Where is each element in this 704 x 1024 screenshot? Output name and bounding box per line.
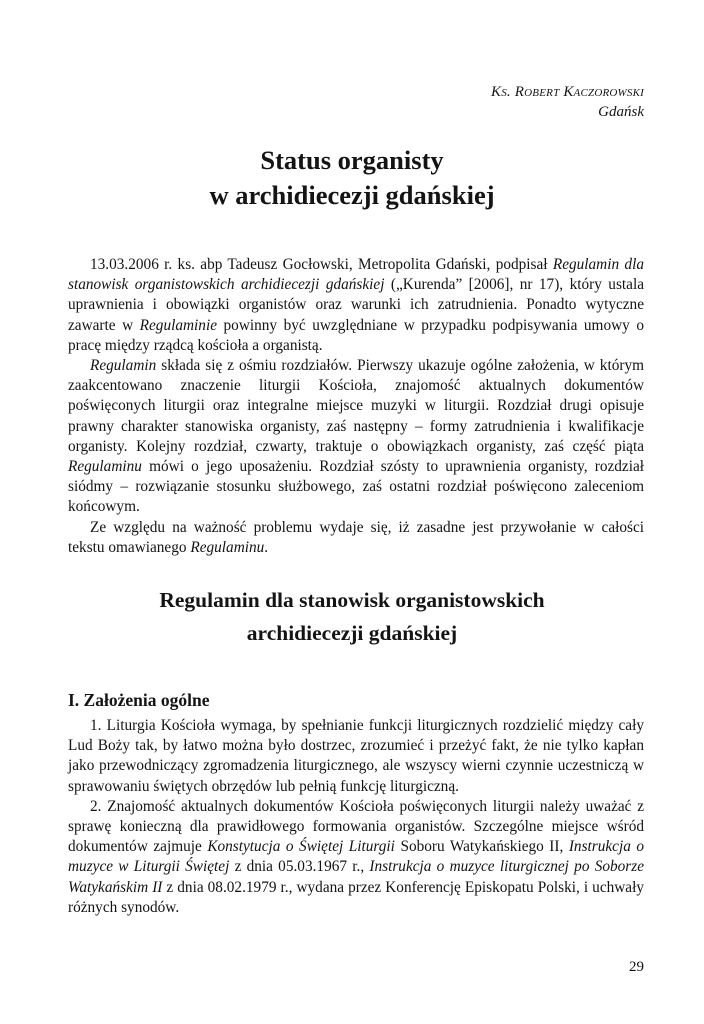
section-heading: I. Założenia ogólne [68, 690, 210, 710]
section-p2-instruction-title: Instrukcja o muzyce w Liturgii Świętej [68, 838, 645, 876]
section-paragraph-2 [68, 797, 644, 918]
intro-p1-regulation-title: Regulamin dla stanowisk organistowskich archidiecezji gdańskiej [68, 256, 644, 294]
section-p2-text-g: z dnia 08.02.1979 r., wydana przez Konferencję Episkopatu Polski, i uchwały różnych synodów. [68, 878, 644, 916]
section-p2-text-e: z dnia 05.03.1967 r., [229, 858, 370, 876]
regulation-title-line-1: Regulamin dla stanowisk organistowskich [159, 588, 545, 612]
author-name: Ks. Robert Kaczorowski [491, 84, 644, 100]
intro-p2-regulation-ref: Regulamin [90, 357, 157, 375]
section-text [68, 716, 644, 918]
intro-paragraph-3 [68, 518, 644, 558]
regulation-title [60, 584, 644, 650]
article-title-line-2: w archidiecezji gdańskiej [209, 180, 495, 210]
intro-paragraph-2 [68, 356, 644, 518]
article-title [60, 143, 644, 213]
intro-p2-regulation-ref-2: Regulaminu [68, 458, 142, 476]
intro-p1-text-c: („Kurenda” [2006], nr 17), który ustala uprawnienia i obowiązki organistów oraz warunki ich zatrudnienia. Ponadto wytyczne zawarte w [68, 276, 644, 334]
section-p2-instruction-title-2: Instrukcja o muzyce liturgicznej po Soborze Watykańskim II [68, 858, 645, 896]
intro-text [68, 255, 644, 558]
regulation-title-line-2: archidiecezji gdańskiej [246, 621, 458, 645]
page-number: 29 [629, 959, 644, 975]
intro-p3-text-c: . [264, 538, 269, 556]
intro-p3-text-a: Ze względu na ważność problemu wydaje się, iż zasadne jest przywołanie w całości tekstu omawianego [68, 518, 644, 556]
intro-p1-text-a: 13.03.2006 r. ks. abp Tadeusz Gocłowski, Metropolita Gdański, podpisał [90, 256, 553, 273]
intro-p2-text-d: mówi o jego uposażeniu. Rozdział szósty to uprawnienia organisty, rozdział siódmy – rozwiązanie stosunku służbowego, zaś ostatni rozdział poświęcono zaleceniom końcowym. [68, 458, 644, 516]
intro-paragraph-1 [68, 255, 644, 356]
section-paragraph-1: 1. Liturgia Kościoła wymaga, by spełnianie funkcji liturgicznych rozdzielić między cały Lud Boży tak, by łatwo można było dostrzec, zrozumieć i przeżyć fakt, że nie tylko kapłan jako przewodniczący zgromadzenia liturgicznego, ale wszyscy wierni czynnie uczestniczą w sprawowaniu świętych obrzędów lub pełnią funkcję liturgiczną. [68, 717, 644, 795]
section-p2-text-a: 2. Znajomość aktualnych dokumentów Kościoła poświęconych liturgii należy uważać z sprawę konieczną dla prawidłowego formowania organistów. Szczególne miejsce wśród dokumentów zajmuje [68, 797, 644, 856]
author-location: Gdańsk [598, 104, 644, 120]
intro-p2-text-b: składa się z ośmiu rozdziałów. Pierwszy ukazuje ogólne założenia, w którym zaakcentowano znaczenie liturgii Kościoła, znajomość aktualnych dokumentów poświęconych liturgii oraz integralne miejsce muzyki w liturgii. Rozdział drugi opisuje prawny charakter stanowiska organisty, zaś następny – formy zatrudnienia i kwalifikacje organisty. Kolejny rozdział, czwarty, traktuje o obowiązkach organisty, zaś część piąta [68, 357, 644, 455]
intro-p1-regulation-ref: Regulaminie [139, 316, 217, 334]
section-p2-text-c: Soboru Watykańskiego II, [394, 838, 569, 856]
section-p2-constitution-title: Konstytucja o Świętej Liturgii [207, 838, 395, 856]
intro-p1-text-e: powinny być uwzględniane w przypadku podpisywania umowy o pracę między rządcą kościoła a organistą. [68, 316, 644, 354]
intro-p3-regulation-ref: Regulaminu [190, 538, 265, 556]
article-title-line-1: Status organisty [260, 145, 444, 175]
author-block [491, 82, 644, 122]
